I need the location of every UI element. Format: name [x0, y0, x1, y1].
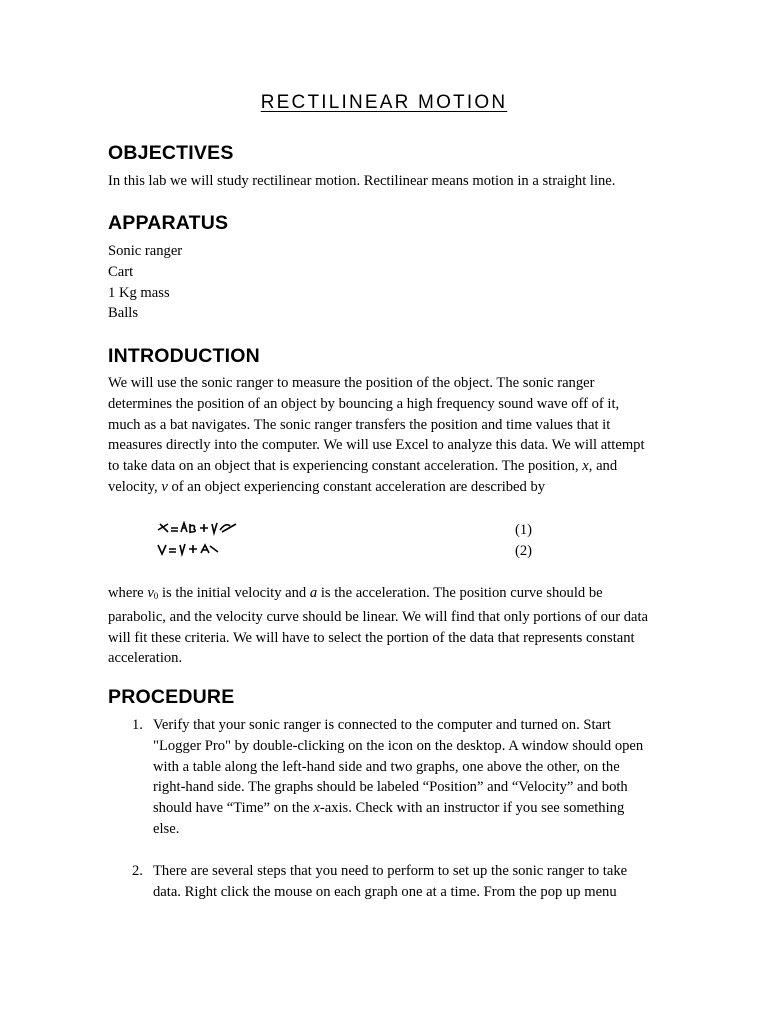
introduction-heading: INTRODUCTION: [108, 345, 260, 367]
procedure-item-1-text: Verify that your sonic ranger is connected to the computer and turned on. Start "Logger Pro" by double-clicking on the icon on the desktop. A window should open with a table along the left-hand side and two graphs, one above the other, on the right-hand side. The graphs should be labeled “Position” and “Velocity” and both should have “Time” on the x-axis. Check with an instructor if you see something else.: [153, 717, 644, 837]
apparatus-item: 1 Kg mass: [108, 284, 170, 301]
apparatus-heading: APPARATUS: [108, 212, 229, 234]
equation-1-image: [156, 520, 246, 538]
procedure-item-1-number: 1.: [132, 717, 143, 733]
document-title: RECTILINEAR MOTION: [260, 92, 508, 113]
apparatus-list: [108, 241, 182, 324]
procedure-item-2-text: There are several steps that you need to perform to set up the sonic ranger to take data. Right click the mouse on each graph one at a time. From the pop up menu: [153, 863, 628, 900]
equation-2-number: (2): [515, 543, 533, 559]
introduction-paragraph-2: where $v_0$ is the initial velocity and a is the acceleration. The position curve should be parabolic, and the velocity curve should be linear. We will find that only portions of our data will fit these criteria. We will have to select the portion of the data that represents constant acceleration.: [108, 585, 649, 667]
procedure-heading: PROCEDURE: [108, 686, 235, 708]
apparatus-item: Sonic ranger: [108, 243, 183, 259]
apparatus-item: Cart: [108, 263, 134, 280]
equation-2-image: [156, 541, 226, 559]
objectives-heading: OBJECTIVES: [108, 142, 234, 164]
objectives-text: In this lab we will study rectilinear motion. Rectilinear means motion in a straight line.: [108, 173, 616, 189]
introduction-paragraph-1: We will use the sonic ranger to measure the position of the object. The sonic ranger determines the position of an object by bouncing a high frequency sound wave off of it, much as a bat navigates. The sonic ranger transfers the position and time values that it measures directly into the computer. We will use Excel to analyze this data. We will attempt to take data on an object that is experiencing constant acceleration. The position, x, and velocity, v of an object experiencing constant acceleration are described by: [108, 375, 645, 495]
equation-1-number: (1): [515, 522, 533, 538]
apparatus-item: Balls: [108, 305, 138, 322]
procedure-item-2-number: 2.: [132, 863, 143, 879]
